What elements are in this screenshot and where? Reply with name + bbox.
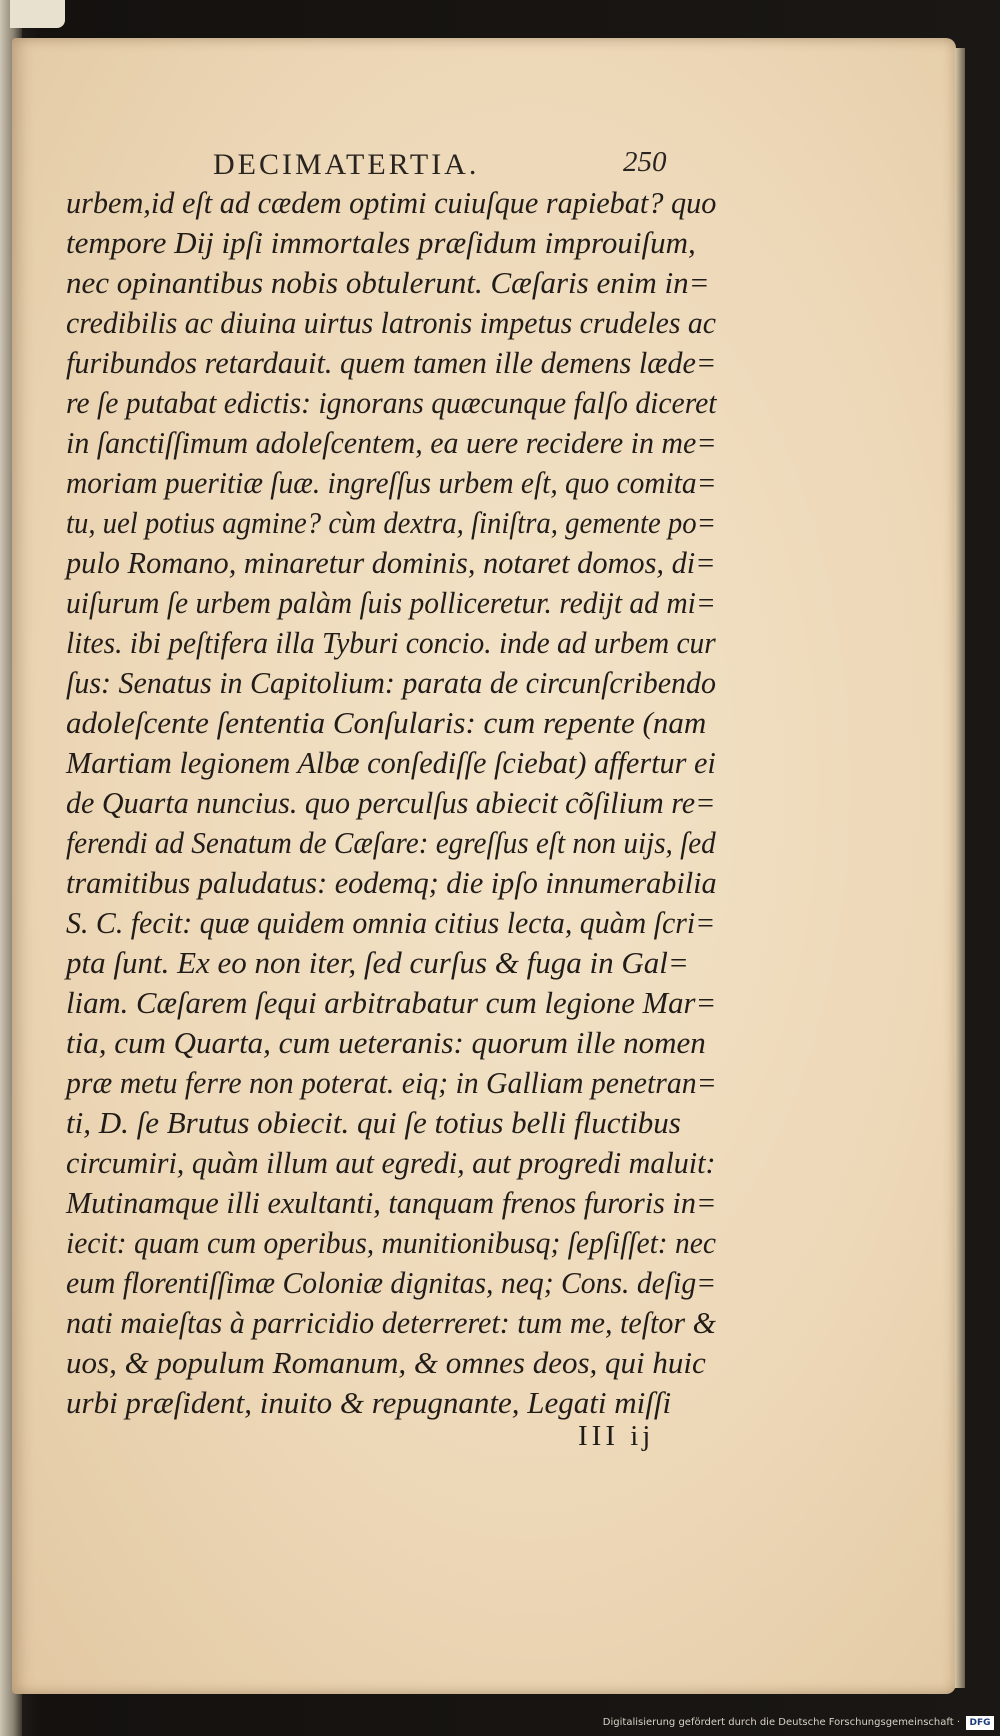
text-line: circumiri, quàm illum aut egredi, aut progredi maluit: [66, 1145, 716, 1180]
text-line: credibilis ac diuina uirtus latronis impetus crudeles ac [66, 305, 716, 340]
text-line: urbem,id eſt ad cædem optimi cuiuſque rapiebat? quo [66, 185, 717, 220]
text-line: liam. Cæſarem ſequi arbitrabatur cum legione Mar= [66, 985, 717, 1020]
body-text [66, 183, 716, 1423]
text-line: iecit: quam cum operibus, munitionibusq; ſepſiſſet: nec [66, 1225, 716, 1260]
text-line: re ſe putabat edictis: ignorans quæcunque falſo diceret [66, 385, 717, 420]
text-line: furibundos retardauit. quem tamen ille demens læde= [66, 345, 717, 380]
text-line: tu, uel potius agmine? cùm dextra, ſiniſtra, gemente po= [66, 505, 717, 540]
running-head: DECIMATERTIA. [213, 148, 480, 181]
text-line: Mutinamque illi exultanti, tanquam frenos furoris in= [66, 1185, 717, 1220]
text-line: ferendi ad Senatum de Cæſare: egreſſus eſt non uijs, ſed [66, 825, 716, 860]
text-line: pulo Romano, minaretur dominis, notaret domos, di= [66, 545, 716, 580]
text-line: uos, & populum Romanum, & omnes deos, qui huic [66, 1345, 706, 1380]
text-line: moriam pueritiæ ſuæ. ingreſſus urbem eſt, quo comita= [66, 465, 717, 500]
signature-mark: III ij [578, 1420, 655, 1452]
text-line: nec opinantibus nobis obtulerunt. Cæſaris enim in= [66, 265, 710, 300]
text-line: tempore Dij ipſi immortales præſidum improuiſum, [66, 225, 696, 260]
dfg-logo: DFG [966, 1716, 994, 1730]
text-line: præ metu ferre non poterat. eiq; in Galliam penetran= [66, 1065, 717, 1100]
text-line: uiſurum ſe urbem palàm ſuis polliceretur. redijt ad mi= [66, 585, 716, 620]
text-line: eum florentiſſimæ Coloniæ dignitas, neq; Cons. deſig= [66, 1265, 717, 1300]
text-line: pta ſunt. Ex eo non iter, ſed curſus & fuga in Gal= [66, 945, 689, 980]
text-line: de Quarta nuncius. quo perculſus abiecit cõſilium re= [66, 785, 716, 820]
page-number: 250 [623, 146, 667, 178]
text-line: adoleſcente ſententia Conſularis: cum repente (nam [66, 705, 707, 740]
footer-credit: Digitalisierung gefördert durch die Deutsche Forschungsgemeinschaft · [602, 1717, 960, 1728]
text-line: tia, cum Quarta, cum ueteranis: quorum ille nomen [66, 1025, 706, 1060]
page-edge [955, 48, 965, 1688]
text-line: nati maieſtas à parricidio deterreret: tum me, teſtor & [66, 1305, 717, 1340]
text-line: tramitibus paludatus: eodemq; die ipſo innumerabilia [66, 865, 717, 900]
text-line: ti, D. ſe Brutus obiecit. qui ſe totius belli fluctibus [66, 1105, 681, 1140]
page-corner-fold [10, 0, 65, 28]
text-line: ſus: Senatus in Capitolium: parata de circunſcribendo [66, 665, 717, 700]
text-line: Martiam legionem Albæ conſediſſe ſciebat) affertur ei [66, 745, 716, 780]
text-line: urbi præſident, inuito & repugnante, Legati miſſi [66, 1385, 672, 1420]
text-line: in ſanctiſſimum adoleſcentem, ea uere recidere in me= [66, 425, 717, 460]
text-line: S. C. fecit: quæ quidem omnia citius lecta, quàm ſcri= [66, 905, 716, 940]
text-line: lites. ibi peſtifera illa Tyburi concio. inde ad urbem cur [66, 625, 716, 660]
